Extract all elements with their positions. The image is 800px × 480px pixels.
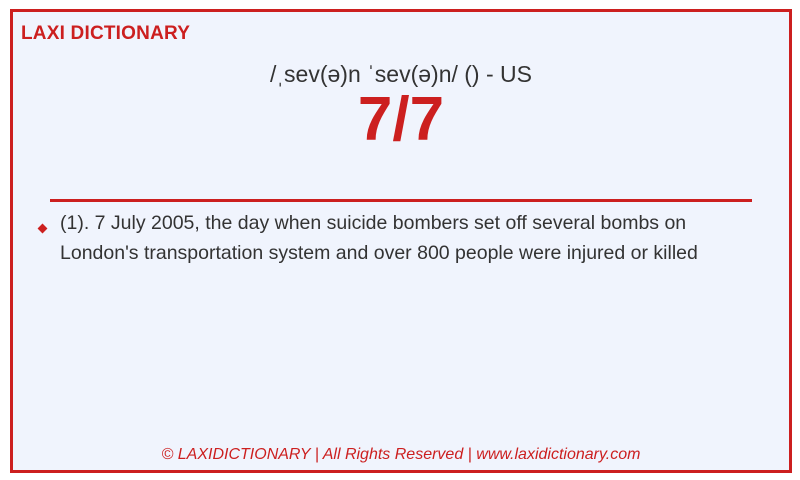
brand-logo: LAXI DICTIONARY — [21, 23, 191, 44]
divider — [50, 199, 752, 202]
copyright-footer: © LAXIDICTIONARY | All Rights Reserved | www.laxidictionary.com — [161, 446, 641, 463]
definition-text: (1). 7 July 2005, the day when suicide bombers set off several bombs on London's transportation system and over 800 people were injured or killed — [60, 212, 698, 264]
diamond-bullet-icon — [38, 224, 48, 234]
headword: 7/7 — [357, 85, 445, 154]
dictionary-card — [10, 9, 792, 473]
pronunciation: /ˌsev(ə)n ˈsev(ə)n/ () - US — [270, 61, 532, 87]
